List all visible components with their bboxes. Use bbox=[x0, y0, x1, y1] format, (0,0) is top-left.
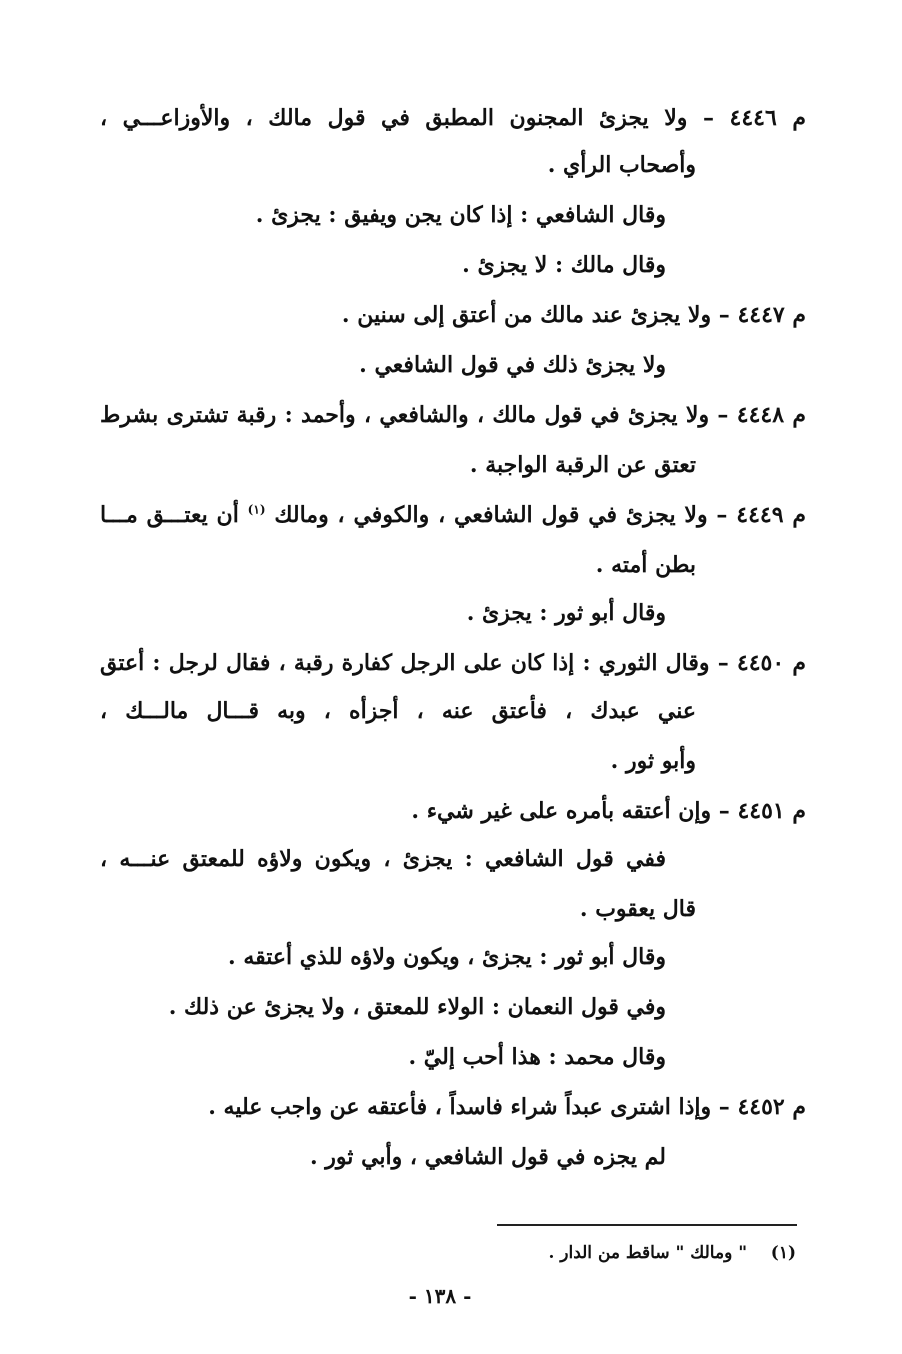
paragraph: وقال مالك : لا يجزئ . bbox=[462, 252, 666, 278]
entry-text: وقال الثوري : إذا كان على الرجل كفارة رقبة ، فقال لرجل : أعتق bbox=[100, 650, 710, 676]
paragraph: وقال أبو ثور : يجزئ ، ويكون ولاؤه للذي أعتقه . bbox=[228, 944, 666, 970]
entry-text: أن يعتـــق مـــا bbox=[100, 502, 239, 528]
entry-4449-line-2: بطن أمته . bbox=[595, 552, 696, 578]
paragraph: وقال محمد : هذا أحب إليّ . bbox=[408, 1044, 666, 1070]
entry-number: م ٤٤٤٩ – bbox=[716, 502, 806, 528]
entry-4450-line-1 bbox=[100, 646, 806, 680]
entry-4446-line-2: وأصحاب الرأي . bbox=[547, 152, 696, 178]
footnote-reference[interactable]: (١) bbox=[247, 502, 266, 517]
entry-4451-line-1 bbox=[411, 794, 806, 828]
entry-4450-line-2: عني عبدك ، فأعتق عنه ، أجزأه ، وبه قـــال مالـــك ، bbox=[100, 698, 696, 724]
paragraph: لم يجزه في قول الشافعي ، وأبي ثور . bbox=[309, 1144, 666, 1170]
paragraph: ولا يجزئ ذلك في قول الشافعي . bbox=[359, 352, 666, 378]
page-number: - ١٣٨ - bbox=[408, 1284, 472, 1308]
footnote-text: " ومالك " ساقط من الدار . bbox=[548, 1243, 748, 1263]
paragraph: وفي قول النعمان : الولاء للمعتق ، ولا يجزئ عن ذلك . bbox=[168, 994, 666, 1020]
entry-4452-line-1 bbox=[208, 1090, 806, 1124]
entry-number: م ٤٤٥٢ – bbox=[718, 1094, 806, 1120]
footnote-marker: (١) bbox=[770, 1243, 796, 1263]
paragraph: قال يعقوب . bbox=[579, 896, 696, 922]
entry-text: ولا يجزئ المجنون المطبق في قول مالك ، والأوزاعـــي ، bbox=[100, 105, 688, 131]
entry-number: م ٤٤٤٦ – bbox=[702, 105, 806, 131]
paragraph: ففي قول الشافعي : يجزئ ، ويكون ولاؤه للمعتق عنـــه ، bbox=[100, 846, 666, 872]
entry-text: ولا يجزئ عند مالك من أعتق إلى سنين . bbox=[341, 302, 712, 328]
footnote-separator bbox=[497, 1224, 797, 1226]
entry-4450-line-3: وأبو ثور . bbox=[610, 748, 696, 774]
entry-4448-line-2: تعتق عن الرقبة الواجبة . bbox=[469, 452, 696, 478]
entry-number: م ٤٤٥١ – bbox=[718, 798, 806, 824]
paragraph: وقال أبو ثور : يجزئ . bbox=[466, 600, 666, 626]
entry-4449-line-1 bbox=[100, 498, 806, 532]
entry-text: ولا يجزئ في قول الشافعي ، والكوفي ، ومالك bbox=[274, 502, 708, 528]
paragraph: وقال الشافعي : إذا كان يجن ويفيق : يجزئ . bbox=[255, 202, 666, 228]
entry-4446-line-1 bbox=[100, 101, 806, 135]
entry-4447-line-1 bbox=[342, 298, 806, 332]
entry-number: م ٤٤٤٨ – bbox=[717, 402, 806, 428]
entry-text: وإن أعتقه بأمره على غير شيء . bbox=[411, 798, 712, 824]
entry-number: م ٤٤٤٧ – bbox=[718, 302, 806, 328]
entry-text: وإذا اشترى عبداً شراء فاسداً ، فأعتقه عن واجب عليه . bbox=[208, 1094, 712, 1120]
footnote bbox=[548, 1240, 796, 1266]
entry-4448-line-1 bbox=[100, 398, 806, 432]
entry-number: م ٤٤٥٠ – bbox=[717, 650, 806, 676]
entry-text: ولا يجزئ في قول مالك ، والشافعي ، وأحمد : رقبة تشترى بشرط bbox=[100, 402, 710, 428]
